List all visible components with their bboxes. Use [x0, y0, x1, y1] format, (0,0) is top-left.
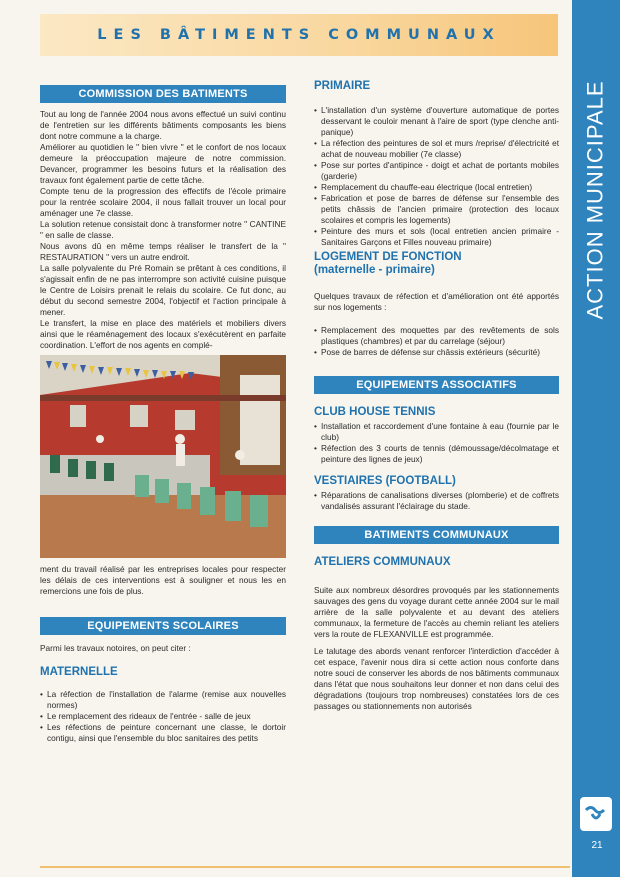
wave-logo-icon: [583, 802, 609, 826]
bottom-divider: [40, 866, 570, 868]
commission-text: [40, 109, 286, 351]
paragraph: Tout au long de l'année 2004 nous avons effectué un suivi continu de l'entretien sur les différents bâtiments composants les biens dont notre commune a la charge.: [40, 109, 286, 141]
paragraph: La salle polyvalente du Pré Romain se prêtant à ces conditions, il s'agissait enfin de ne pas interrompre son activité cuisine puisque le Centre de Loisirs prenait le relais du scolaire. Ce fut donc, au début du second semestre 2004, l'objectif et l'action principale à mener.: [40, 263, 286, 317]
ateliers-paragraph: Suite aux nombreux désordres provoqués par les stationnements sauvages des gens du voyage durant cette année 2004 sur le mail arrière de la salle polyvalente et au devant des ateliers communaux, la fermeture de l'accès au chemin reliant les ateliers vers la route de FLEXANVILLE est programmée.: [314, 585, 559, 639]
paragraph: La solution retenue consistait donc à transformer notre " CANTINE " en salle de classe.: [40, 219, 286, 240]
right-column: [314, 80, 559, 712]
list-item: • Pose sur portes d'antipince - doigt et achat de portants mobiles (garderie): [314, 160, 559, 182]
title-banner: [40, 14, 558, 56]
tennis-list: [314, 421, 559, 465]
vestiaires-list: [314, 490, 559, 512]
section-header-scolaires: EQUIPEMENTS SCOLAIRES: [40, 617, 286, 635]
side-title-wrap: [572, 70, 620, 330]
maternelle-list: [40, 689, 286, 744]
list-item: • La réfection de l'installation de l'alarme (remise aux nouvelles normes): [40, 689, 286, 711]
subtitle-ateliers: ATELIERS COMMUNAUX: [314, 556, 451, 568]
paragraph: Nous avons dû en même temps réaliser le transfert de la " RESTAURATION " vers un autre endroit.: [40, 241, 286, 262]
municipal-logo-icon: [580, 797, 612, 831]
paragraph: Améliorer au quotidien le " bien vivre " et le confort de nos locaux demeure la préoccupation majeure de notre commission. Devancer, programmer les besoins futurs et la réalisation des travaux font également partie de cette tâche.: [40, 142, 286, 185]
list-item: • Remplacement du chauffe-eau électrique (local entretien): [314, 182, 559, 193]
left-column: [40, 85, 286, 744]
subtitle-logement: LOGEMENT DE FONCTION: [314, 251, 462, 263]
subtitle-tennis: CLUB HOUSE TENNIS: [314, 406, 436, 418]
section-header-batiments: BATIMENTS COMMUNAUX: [314, 526, 559, 544]
photo-illustration: [40, 355, 286, 558]
list-item: • Réfection des 3 courts de tennis (démoussage/décolmatage et peinture des lignes de jeux): [314, 443, 559, 465]
list-item: • L'installation d'un système d'ouverture automatique de portes desservant le couloir menant à l'aire de sport (type clenche anti-panique): [314, 105, 559, 138]
list-item: • Réparations de canalisations diverses (plomberie) et de coffrets vandalisés assurant l'éclairage du stade.: [314, 490, 559, 512]
subtitle-primaire: PRIMAIRE: [314, 80, 371, 92]
page-title: LES BÂTIMENTS COMMUNAUX: [97, 27, 501, 43]
ateliers-paragraph: Le talutage des abords venant renforcer l'interdiction d'accéder à cet espace, l'avenir nous dira si cette action nous conforte dans notre souci de conserver les abords de nos bâtiments communaux dans l'état que nous souhaitons leur donner et non dans celui des dégradations (toujours trop nombreuses) constatées lors de ces passages ou stationnements non autorisés: [314, 646, 559, 711]
section-header-commission: COMMISSION DES BATIMENTS: [40, 85, 286, 103]
commission-continuation: ment du travail réalisé par les entreprises locales pour respecter les délais de ces interventions est à souligner et nous les en remercions une fois de plus.: [40, 564, 286, 596]
logement-intro: Quelques travaux de réfection et d'amélioration ont été apportés sur nos logements :: [314, 291, 559, 312]
paragraph: Le transfert, la mise en place des matériels et mobiliers divers ainsi que le réaménagement des locaux s'exécutèrent en parfaite coordination. L'effort de nos agents en complé-: [40, 318, 286, 350]
list-item: • Le remplacement des rideaux de l'entrée - salle de jeux: [40, 711, 286, 722]
list-item: • Pose de barres de défense sur châssis extérieurs (sécurité): [314, 347, 559, 358]
subtitle-maternelle: MATERNELLE: [40, 666, 118, 678]
list-item: • Peinture des murs et sols (local entretien ancien primaire - Sanitaires Garçons et Filles nouveau primaire): [314, 226, 559, 248]
primaire-list: [314, 105, 559, 248]
subtitle-logement-detail: (maternelle - primaire): [314, 264, 435, 276]
list-item: • Les réfections de peinture concernant une classe, le dortoir contigu, ainsi que l'ensemble du bloc sanitaires des petits: [40, 722, 286, 744]
paragraph: Compte tenu de la progression des effectifs de l'école primaire pour la rentrée scolaire 2004, il nous fallait trouver un local pour aménager une 7e classe.: [40, 186, 286, 218]
subtitle-vestiaires: VESTIAIRES (FOOTBALL): [314, 475, 456, 487]
logement-list: [314, 325, 559, 358]
photo-salle-polyvalente: [40, 355, 286, 558]
section-header-associatifs: EQUIPEMENTS ASSOCIATIFS: [314, 376, 559, 394]
list-item: • La réfection des peintures de sol et murs /reprise/ d'électricité et achat de nouveau mobilier (7e classe): [314, 138, 559, 160]
list-item: • Remplacement des moquettes par des revêtements de sols plastiques (chambres) et par du carrelage (séjour): [314, 325, 559, 347]
page-number: 21: [591, 840, 603, 851]
side-title: ACTION MUNICIPALE: [583, 80, 608, 320]
list-item: • Fabrication et pose de barres de défense sur l'ensemble des petits châssis de l'ancien primaire (protection des locaux scolaires et compris les logements): [314, 193, 559, 226]
scolaires-intro: Parmi les travaux notoires, on peut citer :: [40, 643, 191, 653]
list-item: • Installation et raccordement d'une fontaine à eau (fournie par le club): [314, 421, 559, 443]
